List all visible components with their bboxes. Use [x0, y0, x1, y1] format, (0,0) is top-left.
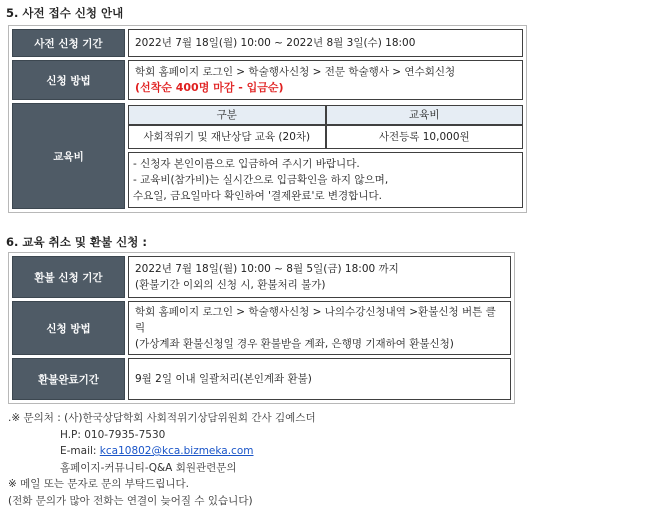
contact-info [8, 410, 316, 509]
section5-heading: 5. 사전 접수 신청 안내 [6, 6, 124, 20]
fee-note-line: 수요일, 금요일마다 확인하여 '결제완료'로 변경합니다. [133, 189, 382, 202]
contact-email-link[interactable]: kca10802@kca.bizmeka.com [99, 445, 254, 457]
fee-header-fee: 교육비 [326, 105, 524, 125]
period-label: 사전 신청 기간 [12, 29, 125, 57]
contact-note: ※ 메일 또는 문자로 문의 부탁드립니다. [8, 478, 189, 490]
application-info-table [8, 25, 527, 213]
contact-note: (전화 문의가 많아 전화는 연결이 늦어질 수 있습니다) [8, 494, 253, 507]
table-row [12, 29, 523, 57]
section6-heading: 6. 교육 취소 및 환불 신청 : [6, 235, 147, 249]
refund-method-label: 신청 방법 [12, 301, 125, 355]
refund-complete-label: 환불완료기간 [12, 358, 125, 400]
table-row [12, 103, 523, 209]
fee-course-name: 사회적위기 및 재난상담 교육 (20차) [128, 125, 326, 149]
fee-cell [128, 103, 523, 209]
contact-email-row [8, 443, 316, 460]
fee-subtable [128, 105, 523, 149]
refund-method-value [128, 301, 511, 355]
fee-amount: 사전등록 10,000원 [326, 125, 524, 149]
refund-period-line: 2022년 7월 18일(월) 10:00 ~ 8월 5일(금) 18:00 까지 [135, 263, 399, 275]
contact-line: .※ 문의처 : (사)한국상담학회 사회적위기상담위원회 간사 김예스더 [8, 412, 316, 424]
refund-method-line: 학회 홈페이지 로그인 > 학술행사신청 > 나의수강신청내역 >환불신청 버튼 클릭 [135, 306, 496, 334]
method-path: 학회 홈페이지 로그인 > 학술행사신청 > 전문 학술행사 > 연수회신청 [135, 66, 456, 78]
table-row [12, 358, 511, 400]
period-value: 2022년 7월 18일(월) 10:00 ~ 2022년 8월 3일(수) 18:00 [128, 29, 523, 57]
refund-period-line: (환불기간 이외의 신청 시, 환불처리 불가) [135, 279, 326, 291]
refund-period-value [128, 256, 511, 298]
refund-period-label: 환불 신청 기간 [12, 256, 125, 298]
fee-notes [128, 152, 523, 208]
fee-note-line: - 교육비(참가비)는 실시간으로 입금확인을 하지 않으며, [133, 173, 389, 186]
refund-complete-value: 9월 2일 이내 일괄처리(본인계좌 환불) [128, 358, 511, 400]
fee-header-category: 구분 [128, 105, 326, 125]
table-row [12, 301, 511, 355]
table-row [12, 256, 511, 298]
refund-info-table [8, 252, 515, 404]
fee-label: 교육비 [12, 103, 125, 209]
contact-email-prefix: E-mail: [60, 445, 100, 457]
contact-board: 홈페이지-커뮤니티-Q&A 회원관련문의 [60, 461, 237, 474]
refund-method-line: (가상계좌 환불신청일 경우 환불받을 계좌, 은행명 기재하여 환불신청) [135, 338, 454, 350]
table-row [12, 60, 523, 100]
fee-note-line: - 신청자 본인이름으로 입금하여 주시기 바랍니다. [133, 157, 360, 170]
method-note: (선착순 400명 마감 - 입금순) [135, 81, 284, 94]
method-value [128, 60, 523, 100]
method-label: 신청 방법 [12, 60, 125, 100]
contact-phone: H.P: 010-7935-7530 [60, 428, 166, 441]
